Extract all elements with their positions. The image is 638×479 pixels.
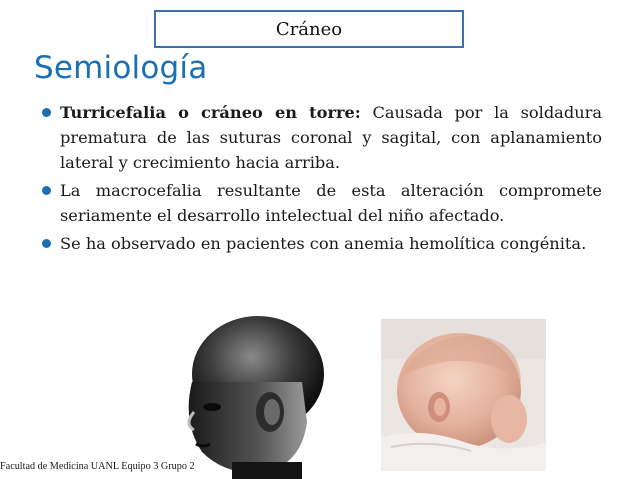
- infant-head-photo-color-icon: [381, 319, 546, 471]
- bullet-item: [40, 178, 602, 228]
- page-title: Semiología: [34, 50, 208, 86]
- section-tag-label: Cráneo: [275, 18, 343, 40]
- section-tag: [154, 10, 464, 48]
- infant-profile-photo-bw-icon: [172, 312, 328, 479]
- infant-head-photo: [381, 319, 546, 471]
- bullet-text: Causada por la soldadura prematura de las suturas coronal y sagital, con aplanamiento lateral y crecimiento hacia arriba.: [60, 103, 603, 172]
- bullet-dot-icon: [42, 108, 51, 117]
- bullet-text: Se ha observado en pacientes con anemia hemolítica congénita.: [60, 234, 587, 253]
- bullet-item: [40, 100, 602, 175]
- bullet-dot-icon: [42, 186, 51, 195]
- footer-text: Facultad de Medicina UANL Equipo 3 Grupo 2: [0, 461, 195, 472]
- infant-profile-photo: [172, 312, 328, 479]
- bullet-item: [40, 231, 602, 256]
- bullet-strong-text: Turricefalia o cráneo en torre:: [60, 103, 361, 122]
- bullet-dot-icon: [42, 239, 51, 248]
- bullet-text: La macrocefalia resultante de esta alteración compromete seriamente el desarrollo intelectual del niño afectado.: [60, 181, 602, 225]
- bullet-list: [40, 100, 602, 259]
